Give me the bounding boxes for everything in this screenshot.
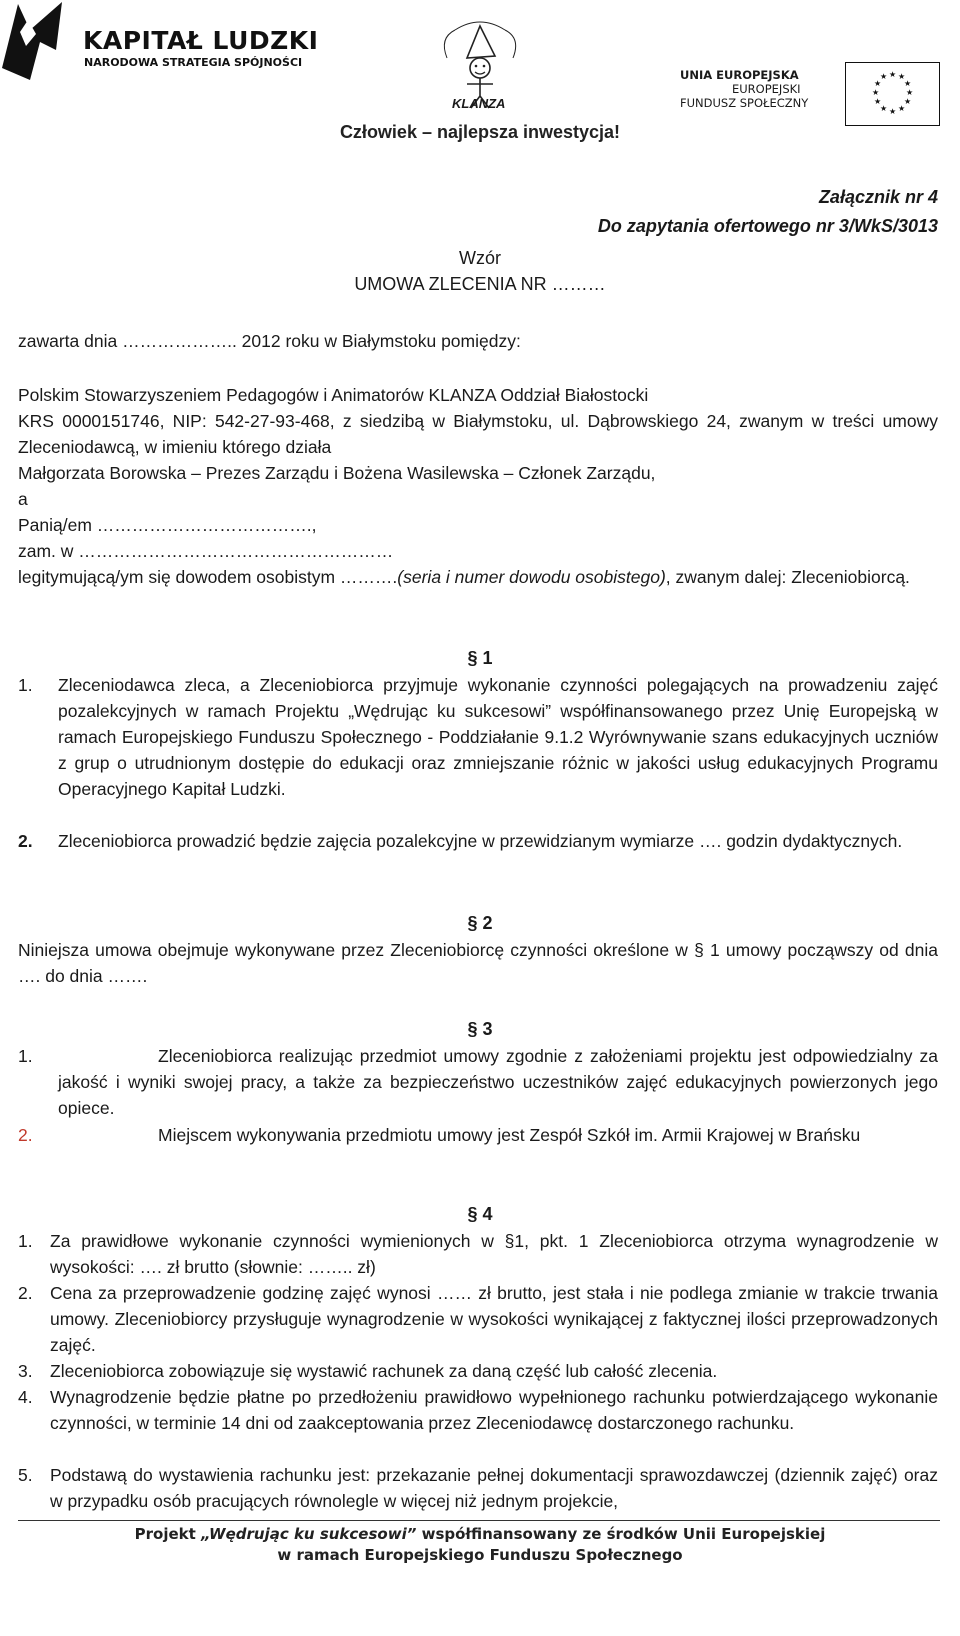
- svg-text:★: ★: [889, 70, 897, 79]
- header: [0, 0, 960, 150]
- party2-id-tail: , zwanym dalej: Zleceniobiorcą.: [665, 567, 910, 587]
- ue-text: [680, 68, 808, 110]
- s4-p2-number: 2.: [18, 1283, 33, 1303]
- party1-line1: Polskim Stowarzyszeniem Pedagogów i Animatorów KLANZA Oddział Białostocki: [18, 385, 649, 405]
- svg-text:★: ★: [898, 104, 906, 113]
- party2-line1: Panią/em ……………………………….,: [18, 515, 317, 535]
- svg-text:★: ★: [880, 72, 888, 81]
- annex-line2: Do zapytania ofertowego nr 3/WkS/3013: [597, 216, 938, 236]
- svg-text:★: ★: [880, 104, 888, 113]
- s1-p2-number: 2.: [18, 831, 33, 851]
- klanza-label: KLANZA: [452, 96, 506, 111]
- eu-stars-icon: [846, 63, 938, 124]
- title-line2: UMOWA ZLECENIA NR ………: [354, 274, 606, 294]
- party2-line2: zam. w ………………………………………………: [18, 541, 394, 561]
- concluded-line: zawarta dnia ……………….. 2012 roku w Białymstoku pomiędzy:: [18, 331, 521, 351]
- s1-p2-text: Zleceniobiorca prowadzić będzie zajęcia pozalekcyjne w przewidzianym wymiarze …. godzin dydaktycznych.: [58, 831, 903, 851]
- svg-text:★: ★: [904, 97, 912, 106]
- s4-p2-text: Cena za przeprowadzenie godzinę zajęć wynosi …… zł brutto, jest stała i nie podlega zmianie w trakcie trwania umowy. Zleceniobiorcy przysługuje wynagrodzenie w wysokości wynikającej z faktycznej ilości przeprowadzonych zajęć.: [50, 1283, 938, 1355]
- svg-text:★: ★: [874, 79, 882, 88]
- s1-p1-text: Zleceniodawca zleca, a Zleceniobiorca przyjmuje wykonanie czynności polegających na prowadzeniu zajęć pozalekcyjnych w ramach Projektu „Wędrując ku sukcesowi” współfinansowanego przez Unię Europejską w ramach Europejskiego Funduszu Społecznego - Poddziałanie 9.1.2 Wyrównywanie szans edukacyjnych uczniów z grup o utrudnionym dostępie do edukacji oraz zmniejszanie różnic w jakości usług edukacyjnych Programu Operacyjnego Kapitał Ludzki.: [58, 675, 938, 799]
- footer-project-word: Projekt: [134, 1525, 202, 1543]
- party1-line2: KRS 0000151746, NIP: 542-27-93-468, z siedzibą w Białymstoku, ul. Dąbrowskiego 24, zwanym w treści umowy Zleceniodawcą, w imieniu którego działa: [18, 411, 938, 457]
- slogan: Człowiek – najlepsza inwestycja!: [339, 122, 621, 142]
- section-3-heading: § 3: [467, 1019, 493, 1039]
- s3-p2-number: 2.: [18, 1125, 33, 1145]
- and-word: a: [18, 489, 28, 509]
- s4-p5-text: Podstawą do wystawienia rachunku jest: przekazanie pełnej dokumentacji sprawozdawczej (dziennik zajęć) oraz w przypadku osób pracujących równolegle w więcej niż jednym projekcie,: [50, 1465, 938, 1511]
- kl-title: KAPITAŁ LUDZKI: [83, 26, 319, 55]
- ue-line1: UNIA EUROPEJSKA: [680, 68, 799, 82]
- s2-text: Niniejsza umowa obejmuje wykonywane przez Zleceniobiorcę czynności określone w § 1 umowy począwszy od dnia …. do dnia …….: [18, 940, 938, 986]
- section-1-heading: § 1: [467, 648, 493, 668]
- party1-line3: Małgorzata Borowska – Prezes Zarządu i Bożena Wasilewska – Członek Zarządu,: [18, 463, 656, 483]
- footer-line1: [0, 1524, 960, 1545]
- party2-id-note: (seria i numer dowodu osobistego): [397, 567, 666, 587]
- svg-text:★: ★: [874, 97, 882, 106]
- svg-text:★: ★: [898, 72, 906, 81]
- s1-p1-number: 1.: [18, 675, 33, 695]
- section-4-heading: § 4: [467, 1204, 493, 1224]
- footer-project-name: „Wędrując ku sukcesowi”: [201, 1525, 417, 1543]
- svg-text:★: ★: [872, 88, 880, 97]
- ue-line2: EUROPEJSKI: [732, 82, 801, 96]
- s4-p3-text: Zleceniobiorca zobowiązuje się wystawić rachunek za daną część lub całość zlecenia.: [50, 1361, 718, 1381]
- s4-p1-number: 1.: [18, 1231, 33, 1251]
- eu-flag: [845, 62, 940, 126]
- footer-divider: [18, 1520, 940, 1521]
- s3-p2-text: Miejscem wykonywania przedmiotu umowy jest Zespół Szkół im. Armii Krajowej w Brańsku: [158, 1125, 861, 1145]
- footer-line2: w ramach Europejskiego Funduszu Społecznego: [277, 1546, 683, 1564]
- title-line1: Wzór: [459, 248, 501, 268]
- svg-text:★: ★: [889, 107, 897, 116]
- s4-p4-text: Wynagrodzenie będzie płatne po przedłożeniu prawidłowo wypełnionego rachunku potwierdzającego wykonanie czynności, w terminie 14 dni od zaakceptowania przez Zleceniodawcę dostarczonego rachunku.: [50, 1387, 938, 1433]
- s4-p3-number: 3.: [18, 1361, 33, 1381]
- annex-line1: Załącznik nr 4: [818, 187, 938, 207]
- s4-p4-number: 4.: [18, 1387, 33, 1407]
- svg-text:★: ★: [906, 88, 914, 97]
- ue-line3: FUNDUSZ SPOŁECZNY: [680, 96, 809, 110]
- s3-p1-number: 1.: [18, 1046, 33, 1066]
- footer-cofinanced: współfinansowany ze środków Unii Europejskiej: [416, 1525, 826, 1543]
- party2-id-text: legitymującą/ym się dowodem osobistym ……….: [18, 567, 398, 587]
- footer: [0, 1524, 960, 1566]
- svg-text:★: ★: [904, 79, 912, 88]
- party2-line3: [18, 564, 938, 590]
- s3-p1-text: Zleceniobiorca realizując przedmiot umowy zgodnie z założeniami projektu jest odpowiedzialny za jakość i wyniki swojej pracy, a także za bezpieczeństwo uczestników zajęć edukacyjnych powierzonych jego opiece.: [58, 1046, 938, 1118]
- section-2-heading: § 2: [467, 913, 493, 933]
- s4-p5-number: 5.: [18, 1465, 33, 1485]
- s4-p1-text: Za prawidłowe wykonanie czynności wymienionych w §1, pkt. 1 Zleceniobiorca otrzyma wynagrodzenie w wysokości: …. zł brutto (słownie: …….. zł): [50, 1231, 938, 1277]
- kl-subtitle: NARODOWA STRATEGIA SPÓJNOŚCI: [84, 56, 303, 69]
